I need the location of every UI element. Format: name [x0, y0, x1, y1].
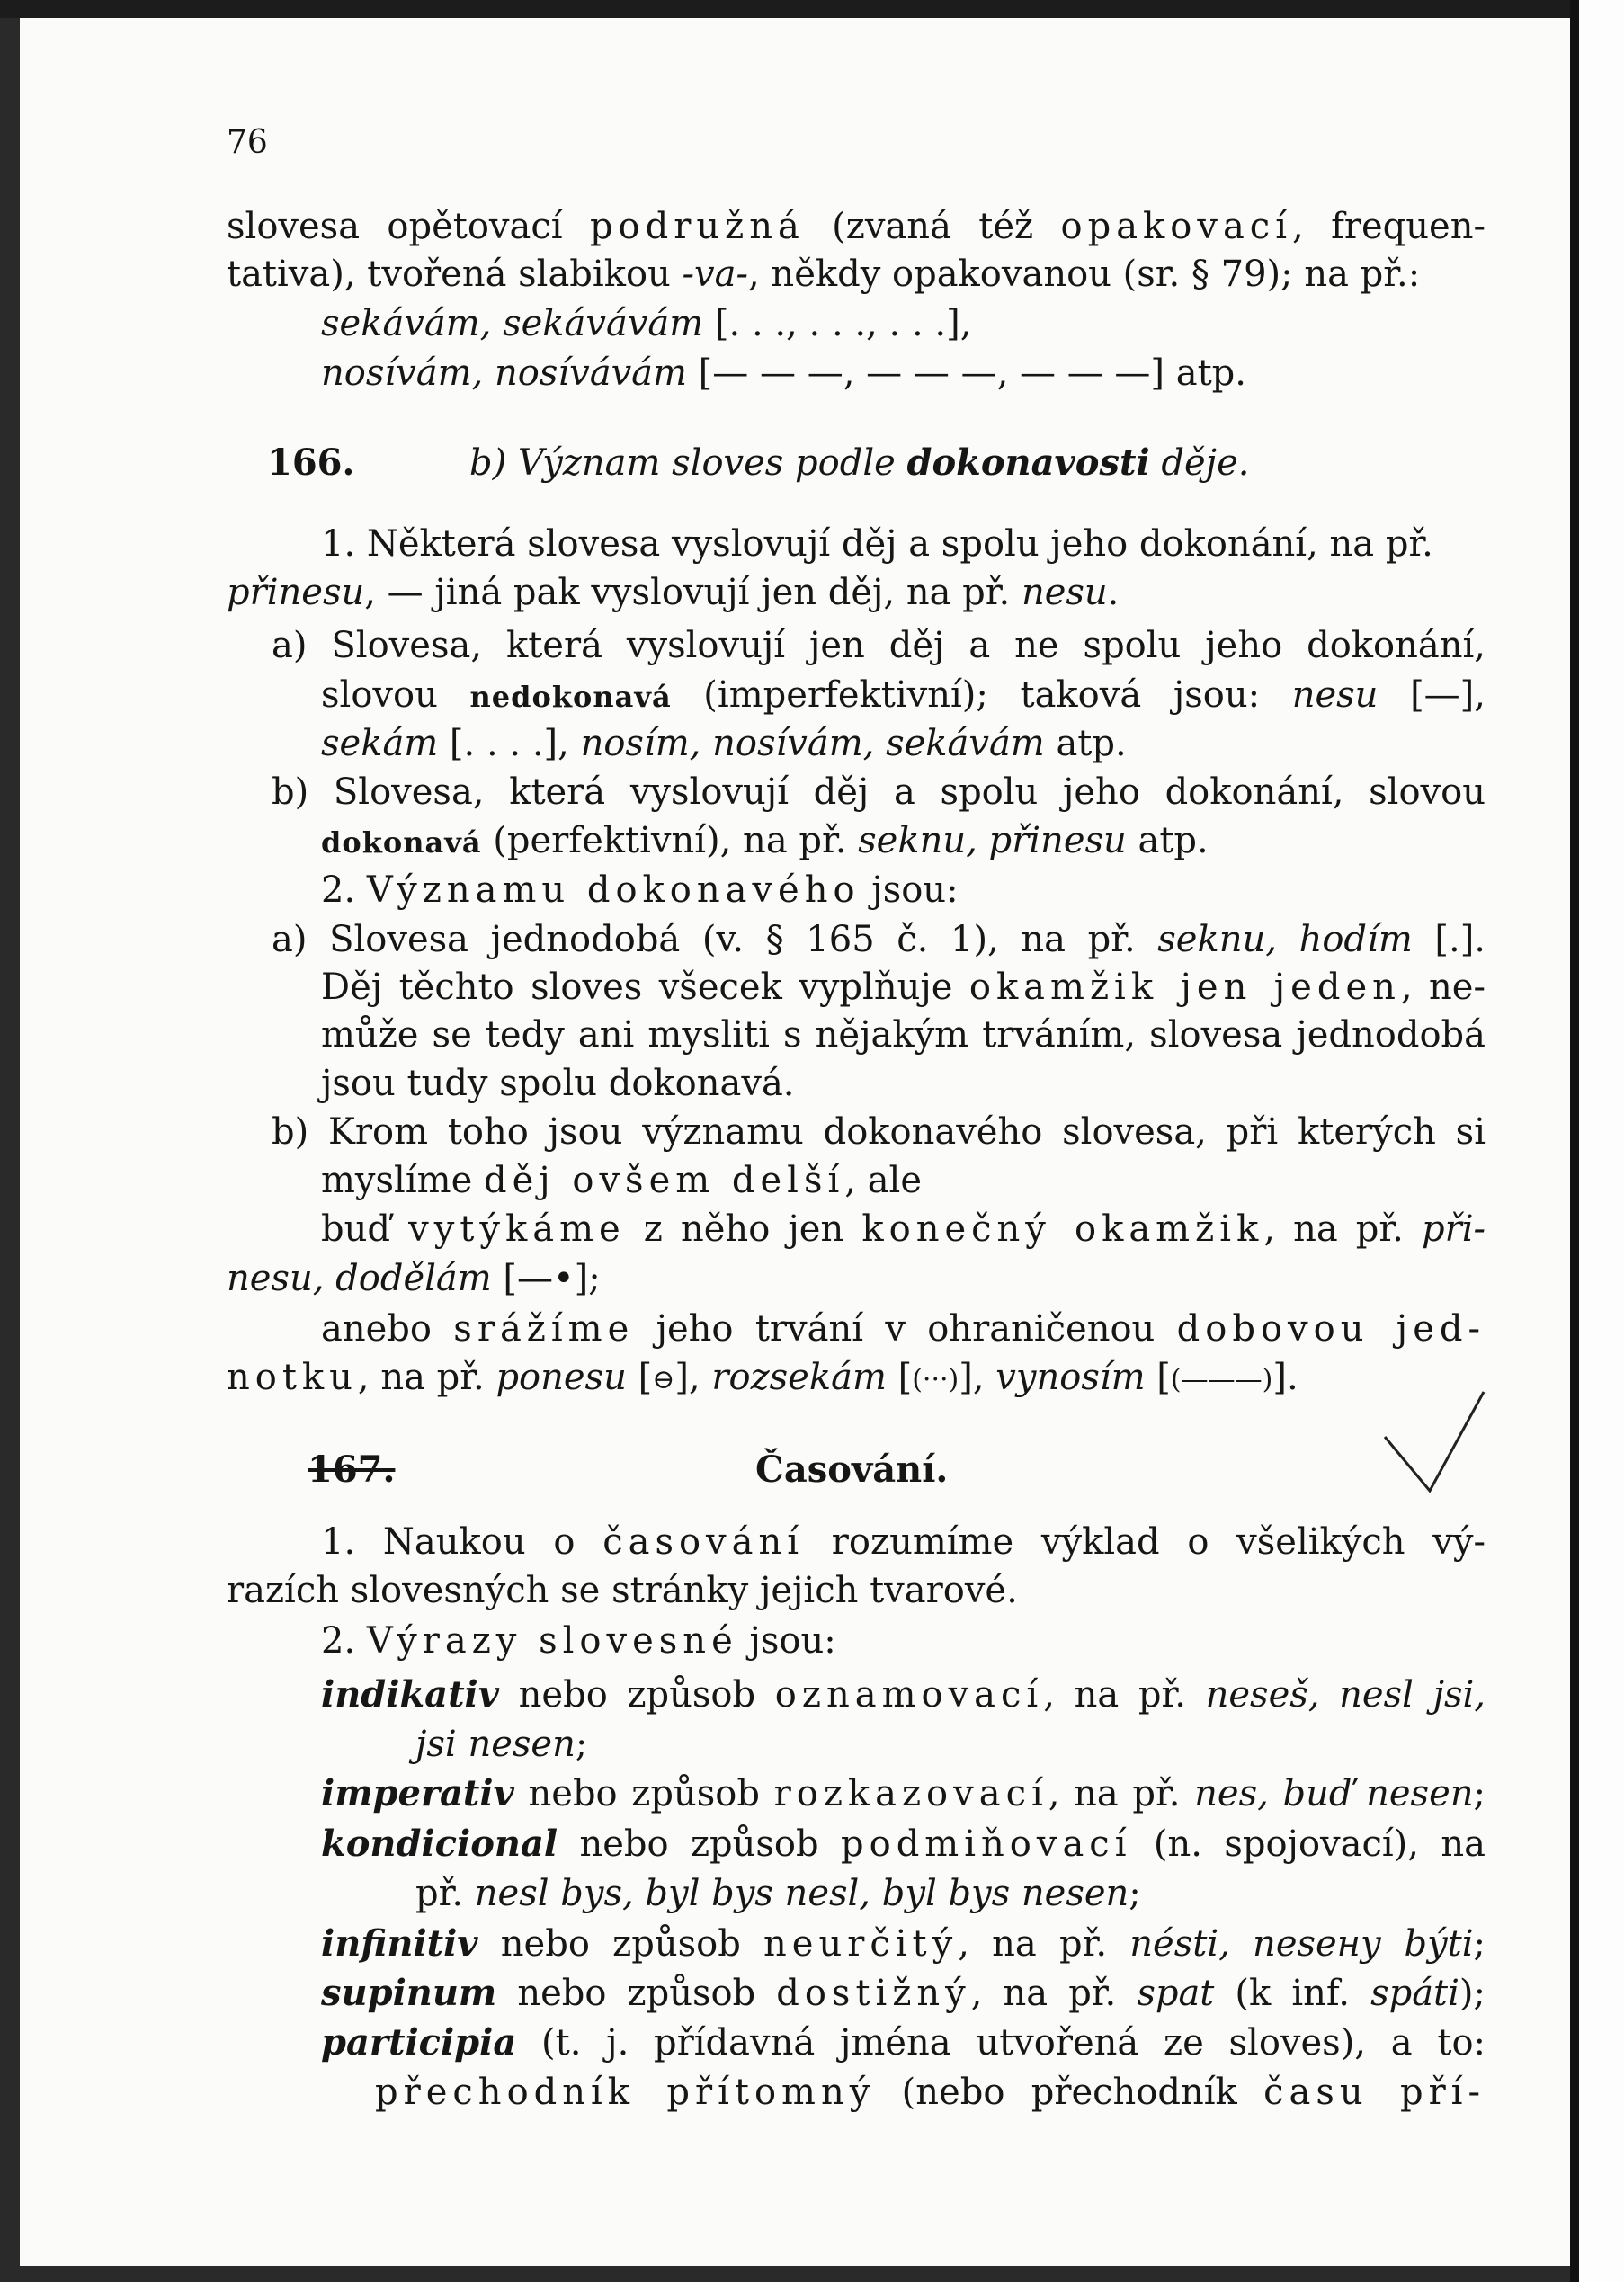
text-line: 2. Výrazy slovesné jsou: — [321, 1620, 836, 1662]
text-line: buď vytýkáme z něho jen konečný okamžik, na př. při- — [321, 1208, 1486, 1250]
scan-right-edge — [1570, 0, 1624, 2282]
text-line: b) Slovesa, která vyslovují děj a spolu jeho dokonání, slovou — [272, 771, 1486, 813]
text-line: a) Slovesa jednodobá (v. § 165 č. 1), na př. seknu, hodím [.]. — [272, 919, 1486, 960]
text-line: tativa), tvořená slabikou -va-, někdy opakovanou (sr. § 79); na př.: — [227, 254, 1421, 295]
text-line: přechodník přítomný (nebo přechodník času pří- — [375, 2072, 1486, 2113]
check-mark-icon — [1378, 1385, 1495, 1502]
section-166-heading: 166. — [267, 441, 355, 484]
arc-dash-symbol: ⊖ — [652, 1364, 675, 1395]
text-line: může se tedy ani mysliti s nějakým trváním, slovesa jednodobá — [321, 1014, 1486, 1056]
text-line: jsou tudy spolu dokonavá. — [321, 1063, 795, 1104]
text-line: jsi nesen; — [415, 1724, 588, 1765]
text-line: př. nesl bys, byl bys nesl, byl bys nesen; — [415, 1873, 1141, 1914]
text-line: kondicional nebo způsob podmiňovací (n. spojovací), na — [321, 1823, 1486, 1865]
text-line: anebo srážíme jeho trvání v ohraničenou dobovou jed- — [321, 1308, 1486, 1350]
text-line: imperativ nebo způsob rozkazovací, na př. nes, buď nesen; — [321, 1772, 1486, 1814]
text-line: slovou nedokonavá (imperfektivní); taková jsou: nesu [—], — [321, 674, 1486, 716]
example-line: sekávám, sekávávám [. . ., . . ., . . .], — [321, 303, 972, 344]
page-number: 76 — [227, 124, 268, 161]
text-line: přinesu, — jiná pak vyslovují jen děj, na př. nesu. — [227, 572, 1120, 613]
text-line: a) Slovesa, která vyslovují jen děj a ne spolu jeho dokonání, — [272, 625, 1486, 666]
text-line: notku, na př. ponesu [⊖], rozsekám [(···)], vynosím [(———)]. — [227, 1357, 1298, 1398]
book-page — [20, 18, 1570, 2266]
text-line: 1. Naukou o časování rozumíme výklad o všelikých vý- — [321, 1521, 1486, 1563]
text-line: b) Krom toho jsou významu dokonavého slovesa, při kterých si — [272, 1111, 1486, 1153]
section-166-title: b) Význam sloves podle dokonavosti děje. — [469, 441, 1250, 484]
text-line: participia (t. j. přídavná jména utvořená ze sloves), a to: — [321, 2021, 1486, 2064]
text-line: slovesa opětovací podružná (zvaná též opakovací, frequen- — [227, 206, 1486, 247]
text-line: 2. Významu dokonavého jsou: — [321, 869, 959, 911]
text-line: myslíme děj ovšem delší, ale — [321, 1160, 923, 1201]
text-line: dokonavá (perfektivní), na př. seknu, přinesu atp. — [321, 820, 1209, 861]
text-line: nesu, dodělám [—•]; — [227, 1258, 601, 1299]
example-line: nosívám, nosívávám [— — —, — — —, — — —] atp. — [321, 352, 1246, 394]
text-line: infinitiv nebo způsob neurčitý, na př. nésti, neseну býti; — [321, 1922, 1486, 1965]
text-line: razích slovesných se stránky jejich tvarové. — [227, 1570, 1018, 1611]
scan-top-edge — [0, 0, 1624, 18]
text-line: sekám [. . . .], nosím, nosívám, sekávám atp. — [321, 723, 1127, 764]
section-167-heading: 167. — [308, 1449, 396, 1491]
arc-dashes-symbol: (———) — [1170, 1364, 1273, 1395]
section-167-title: Časování. — [755, 1449, 949, 1491]
text-line: 1. Některá slovesa vyslovují děj a spolu jeho dokonání, na př. — [321, 523, 1433, 565]
text-line: supinum nebo způsob dostižný, na př. spat (k inf. spáti); — [321, 1972, 1486, 2014]
text-line: indikativ nebo způsob oznamovací, na př. neseš, nesl jsi, — [321, 1673, 1486, 1716]
arc-dots-symbol: (···) — [912, 1364, 959, 1395]
text-line: Děj těchto sloves všecek vyplňuje okamžik jen jeden, ne- — [321, 967, 1486, 1008]
